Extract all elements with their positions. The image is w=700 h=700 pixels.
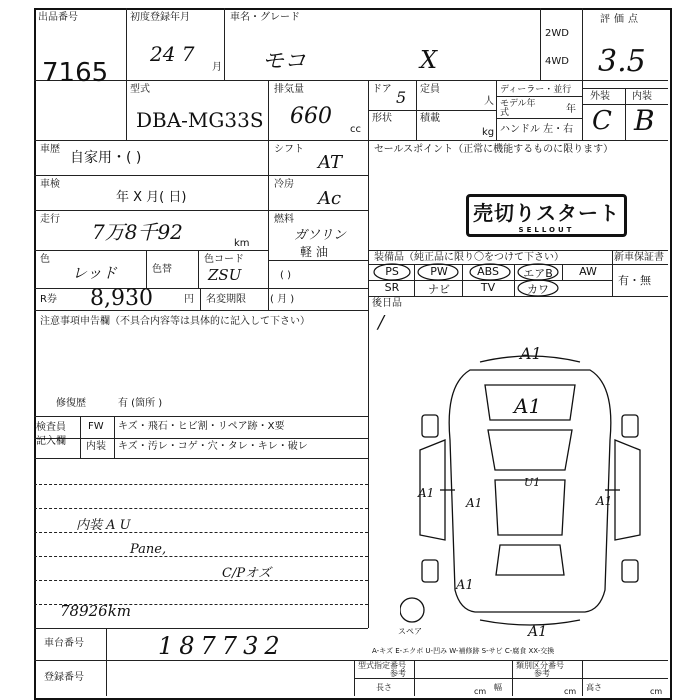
history-label: 車歴 <box>40 144 60 155</box>
length-label: 長さ <box>376 683 392 692</box>
equipment-title: 装備品（純正品に限り〇をつけて下さい） <box>374 252 564 263</box>
fw-options: キズ・飛石・ヒビ割・リペア跡・X要 <box>118 421 285 432</box>
equip-ps: PS <box>385 265 399 278</box>
handle-label: ハンドル 左・右 <box>500 124 574 135</box>
interior-check-label: 内装 <box>86 441 106 452</box>
spare-label: スペア <box>398 627 422 636</box>
interior-check-options: キズ・汚レ・コゲ・穴・タレ・キレ・破レ <box>118 441 308 452</box>
inspector-label: 検査員 <box>36 422 66 433</box>
model-year-label: モデル年式 <box>500 99 536 118</box>
kg-unit: kg <box>482 127 495 138</box>
interior-label: 内装 <box>632 91 652 102</box>
damage-mark-roof: U1 <box>524 476 541 489</box>
fw-label: FW <box>88 421 104 432</box>
damage-mark-right-door: A1 <box>596 494 613 508</box>
chassis-label: 車台番号 <box>44 638 84 649</box>
equip-aw: AW <box>579 265 597 278</box>
rear-seat-value: / <box>378 312 385 333</box>
shaken-label: 車検 <box>40 179 60 190</box>
equip-sr: SR <box>384 281 400 294</box>
equip-tv: TV <box>480 281 496 294</box>
color-label: 色 <box>40 254 50 265</box>
width-label: 幅 <box>494 683 502 692</box>
shaken-value: 年 X 月( 日) <box>116 190 187 205</box>
mileage-label: 走行 <box>40 214 60 225</box>
damage-mark-rear-bumper: A1 <box>528 624 548 640</box>
model-grade-label: 車名・グレード <box>230 12 300 23</box>
category-label: 類別区分番号 <box>516 661 564 670</box>
year-unit: 年 <box>566 104 576 115</box>
load-label: 積載 <box>420 113 440 124</box>
mileage-value: 7万8千92 <box>92 220 183 244</box>
name-change-value: ( 月 ) <box>270 294 295 305</box>
type-designation-ref: 参考 <box>390 669 406 678</box>
sellout-stamp <box>466 194 627 237</box>
damage-mark-left-rear: A1 <box>466 496 483 510</box>
inspector-entry-label: 記入欄 <box>36 436 66 447</box>
notes-title: 注意事項申告欄（不具合内容等は具体的に記入して下さい） <box>40 316 310 327</box>
door-label: ドア <box>372 84 392 95</box>
sales-point-title: セールスポイント（正常に機能するものに限ります） <box>374 144 614 155</box>
grade: X <box>420 46 438 74</box>
damage-mark-left-door: A1 <box>418 486 435 500</box>
r-ticket-value: 8,930 <box>90 286 153 311</box>
handwritten-note-1: 内装 A U <box>76 518 131 533</box>
cc-unit: cc <box>350 124 361 135</box>
person-unit: 人 <box>484 96 494 107</box>
displacement-value: 660 <box>290 104 332 129</box>
first-registration-value: 24 7 <box>150 42 195 66</box>
shape-label: 形状 <box>372 113 392 124</box>
month-unit: 月 <box>212 62 222 73</box>
repair-history-label: 修復歴 <box>56 398 86 409</box>
drive-4wd: 4WD <box>545 56 569 67</box>
displacement-label: 排気量 <box>274 84 304 95</box>
shift-value: AT <box>318 152 343 173</box>
exterior-grade: C <box>592 106 612 136</box>
history-value: 自家用・( ) <box>70 150 142 166</box>
lot-number-label: 出品番号 <box>38 12 78 23</box>
height-unit: cm <box>650 687 663 696</box>
fuel-paren: ( ) <box>280 270 291 281</box>
equipment-circles <box>368 262 608 298</box>
door-value: 5 <box>396 88 407 107</box>
damage-mark-front-bumper: A1 <box>520 344 542 363</box>
warranty-value: 有・無 <box>618 274 651 287</box>
yen-unit: 円 <box>184 294 194 305</box>
warranty-label: 新車保証書 <box>614 252 664 263</box>
repair-history-value: 有 (箇所 ) <box>118 398 163 409</box>
ac-label: 冷房 <box>274 179 294 190</box>
equip-airbag: エアB <box>523 267 553 280</box>
color-code-label: 色コード <box>204 254 244 265</box>
fuel-label: 燃料 <box>274 214 294 225</box>
sellout-stamp-main: 売切りスタート <box>473 201 620 225</box>
name-change-label: 名変期限 <box>206 294 246 305</box>
first-registration-label: 初度登録年月 <box>130 12 190 23</box>
shift-label: シフト <box>274 144 304 155</box>
ac-value: Ac <box>318 188 342 209</box>
equip-abs: ABS <box>477 265 499 278</box>
equip-pw: PW <box>430 265 448 278</box>
r-ticket-label: R券 <box>40 294 57 305</box>
fuel-alt: 軽 油 <box>300 245 328 259</box>
dealer-label: ディーラー・並行 <box>500 85 572 95</box>
damage-legend: A-キズ E-エクボ U-凹み W-補修跡 S-サビ C-腐食 XX-交換 <box>372 647 555 655</box>
width-unit: cm <box>564 687 577 696</box>
handwritten-mileage: 78926km <box>60 602 132 620</box>
category-ref: 参考 <box>534 669 550 678</box>
lot-number: 7165 <box>42 58 109 88</box>
car-name: モコ <box>262 49 307 74</box>
handwritten-note-3: C/Pオズ <box>222 566 271 581</box>
length-unit: cm <box>474 687 487 696</box>
car-damage-diagram <box>400 340 660 640</box>
rear-seat-label: 後日品 <box>372 298 402 309</box>
type-designation-label: 型式指定番号 <box>358 661 406 670</box>
color-code-value: ZSU <box>208 266 242 284</box>
damage-mark-left-quarter: A1 <box>456 578 474 593</box>
fuel-value: ガソリン <box>294 228 347 243</box>
type-value: DBA-MG33S <box>136 108 264 132</box>
score-label: 評価点 <box>600 14 642 25</box>
damage-mark-hood: A1 <box>514 394 542 418</box>
color-change-label: 色替 <box>152 264 172 275</box>
color-value: レッド <box>72 264 117 282</box>
score-value: 3.5 <box>598 44 646 79</box>
sellout-stamp-sub: SELLOUT <box>518 226 575 234</box>
equip-navi: ナビ <box>428 283 450 296</box>
height-label: 高さ <box>586 683 602 692</box>
interior-grade: B <box>634 104 655 137</box>
exterior-label: 外装 <box>590 91 610 102</box>
type-label: 型式 <box>130 84 150 95</box>
km-unit: km <box>234 238 250 249</box>
capacity-label: 定員 <box>420 84 440 95</box>
drive-2wd: 2WD <box>545 28 569 39</box>
equip-leather: カワ <box>527 283 549 296</box>
registration-label: 登録番号 <box>44 672 84 683</box>
handwritten-note-2: Pane, <box>130 542 167 557</box>
chassis-number: 187732 <box>158 632 286 660</box>
